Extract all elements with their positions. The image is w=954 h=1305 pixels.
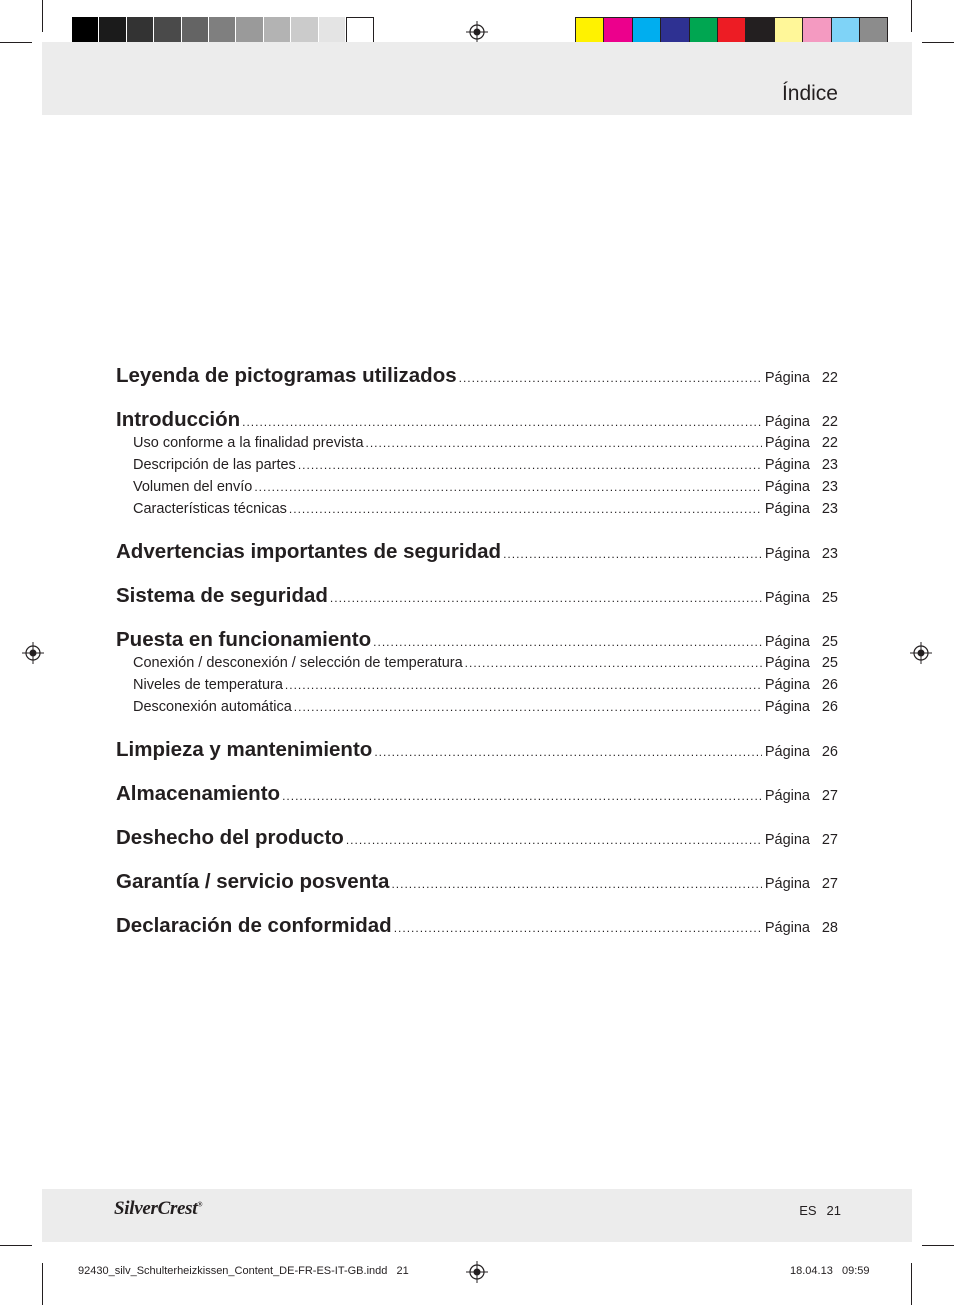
color-swatch [182, 17, 209, 44]
color-swatch [717, 17, 745, 44]
toc-section-entry [116, 870, 838, 897]
toc-dot-leader [366, 436, 762, 450]
toc-dot-leader [503, 547, 762, 561]
slug-time: 09:59 [842, 1265, 870, 1277]
color-swatch [745, 17, 773, 44]
toc-dot-leader [374, 745, 762, 759]
toc-page-number: 27 [821, 876, 838, 892]
toc-entry-label: Puesta en funcionamiento [116, 628, 372, 651]
color-swatch [603, 17, 631, 44]
toc-entry-label: Descripción de las partes [133, 457, 296, 473]
registration-mark-icon [22, 642, 44, 664]
color-swatch [689, 17, 717, 44]
toc-page-reference [765, 832, 838, 848]
color-swatch [346, 17, 374, 44]
color-swatch [154, 17, 181, 44]
toc-section-entry [116, 826, 838, 853]
toc-page-reference [765, 677, 838, 693]
toc-page-word: Página [764, 920, 810, 936]
toc-entry-label: Conexión / desconexión / selección de temperatura [133, 655, 463, 671]
crop-mark [911, 0, 912, 32]
color-swatch [774, 17, 802, 44]
toc-page-word: Página [764, 546, 810, 562]
toc-dot-leader [298, 458, 762, 472]
color-swatch [319, 17, 346, 44]
toc-entry-label: Niveles de temperatura [133, 677, 283, 693]
toc-page-word: Página [764, 788, 810, 804]
toc-page-number: 27 [821, 788, 838, 804]
toc-subsection-entry [116, 435, 838, 457]
toc-page-reference [765, 435, 838, 451]
toc-section-entry [116, 628, 838, 655]
toc-dot-leader [330, 591, 762, 605]
registration-mark-icon [466, 21, 488, 43]
toc-dot-leader [465, 656, 762, 670]
crop-mark [42, 1263, 43, 1305]
toc-page-word: Página [764, 677, 810, 693]
toc-page-word: Página [764, 699, 810, 715]
toc-page-reference [765, 590, 838, 606]
toc-page-number: 25 [821, 634, 838, 650]
toc-entry-label: Sistema de seguridad [116, 584, 328, 607]
toc-page-word: Página [764, 457, 810, 473]
crop-mark [911, 1263, 912, 1305]
toc-section-entry [116, 408, 838, 435]
slug-sheet: 21 [396, 1265, 409, 1277]
toc-page-word: Página [764, 832, 810, 848]
toc-page-number: 23 [821, 546, 838, 562]
registration-mark-icon [466, 1261, 488, 1283]
toc-page-word: Página [764, 590, 810, 606]
toc-page-number: 25 [821, 655, 838, 671]
toc-page-reference [765, 788, 838, 804]
toc-page-number: 26 [821, 677, 838, 693]
toc-page-word: Página [764, 370, 810, 386]
toc-page-number: 26 [821, 744, 838, 760]
color-swatch [632, 17, 660, 44]
toc-entry-label: Deshecho del producto [116, 826, 344, 849]
toc-page-number: 27 [821, 832, 838, 848]
toc-subsection-entry [116, 655, 838, 677]
toc-section-entry [116, 782, 838, 809]
color-swatch [209, 17, 236, 44]
toc-entry-label: Declaración de conformidad [116, 914, 392, 937]
toc-entry-label: Características técnicas [133, 501, 287, 517]
toc-subsection-entry [116, 677, 838, 699]
toc-section-entry [116, 540, 838, 567]
toc-dot-leader [294, 700, 762, 714]
toc-entry-label: Almacenamiento [116, 782, 281, 805]
toc-page-reference [765, 699, 838, 715]
logo-registered-mark: ® [197, 1200, 203, 1209]
toc-section-entry [116, 914, 838, 941]
color-swatch [831, 17, 859, 44]
logo-text: SilverCrest [114, 1198, 198, 1219]
toc-page-reference [765, 920, 838, 936]
toc-dot-leader [242, 415, 762, 429]
toc-page-number: 26 [821, 699, 838, 715]
crop-mark [0, 1245, 32, 1246]
color-swatch [291, 17, 318, 44]
toc-page-reference [765, 546, 838, 562]
toc-page-number: 22 [821, 435, 838, 451]
toc-dot-leader [459, 371, 762, 385]
color-swatch [802, 17, 830, 44]
color-swatch [236, 17, 263, 44]
toc-page-reference [765, 370, 838, 386]
toc-entry-label: Uso conforme a la finalidad prevista [133, 435, 364, 451]
toc-dot-leader [373, 635, 762, 649]
color-swatch [859, 17, 888, 44]
toc-dot-leader [254, 480, 762, 494]
crop-mark [42, 0, 43, 32]
color-swatch [660, 17, 688, 44]
crop-mark [922, 1245, 954, 1246]
crop-mark [922, 42, 954, 43]
toc-page-number: 22 [821, 370, 838, 386]
toc-page-reference [765, 457, 838, 473]
toc-page-number: 23 [821, 501, 838, 517]
toc-dot-leader [285, 678, 762, 692]
toc-page-reference [765, 634, 838, 650]
toc-dot-leader [391, 877, 761, 891]
toc-page-reference [765, 414, 838, 430]
slug-file: 92430_silv_Schulterheizkissen_Content_DE-FR-ES-IT-GB.indd [78, 1265, 388, 1277]
toc-dot-leader [282, 789, 762, 803]
registration-mark-icon [910, 642, 932, 664]
toc-entry-label: Desconexión automática [133, 699, 292, 715]
page-number: 21 [826, 1203, 841, 1218]
toc-entry-label: Garantía / servicio posventa [116, 870, 390, 893]
toc-section-entry [116, 364, 838, 391]
table-of-contents [116, 364, 838, 941]
toc-subsection-entry [116, 699, 838, 721]
toc-section-entry [116, 584, 838, 611]
toc-subsection-entry [116, 501, 838, 523]
toc-page-word: Página [764, 744, 810, 760]
toc-page-reference [765, 501, 838, 517]
toc-entry-label: Leyenda de pictogramas utilizados [116, 364, 457, 387]
toc-subsection-entry [116, 457, 838, 479]
toc-page-reference [765, 744, 838, 760]
color-swatch [127, 17, 154, 44]
toc-section-entry [116, 738, 838, 765]
toc-page-word: Página [764, 435, 810, 451]
language-code: ES [799, 1203, 817, 1218]
toc-entry-label: Limpieza y mantenimiento [116, 738, 373, 761]
toc-page-reference [765, 479, 838, 495]
toc-dot-leader [394, 921, 762, 935]
toc-page-reference [765, 876, 838, 892]
footer-language-page [799, 1203, 841, 1218]
toc-page-number: 23 [821, 479, 838, 495]
silvercrest-logo [114, 1198, 202, 1220]
toc-page-number: 23 [821, 457, 838, 473]
toc-page-word: Página [764, 479, 810, 495]
toc-page-number: 25 [821, 590, 838, 606]
toc-page-word: Página [764, 634, 810, 650]
toc-page-word: Página [764, 414, 810, 430]
color-swatch [72, 17, 99, 44]
toc-subsection-entry [116, 479, 838, 501]
toc-page-word: Página [764, 501, 810, 517]
color-swatch [99, 17, 126, 44]
toc-entry-label: Introducción [116, 408, 241, 431]
toc-page-word: Página [764, 655, 810, 671]
toc-page-number: 28 [821, 920, 838, 936]
slug-date: 18.04.13 [790, 1265, 833, 1277]
color-swatch [575, 17, 603, 44]
slug-datetime [790, 1265, 870, 1277]
color-swatch [264, 17, 291, 44]
toc-page-number: 22 [821, 414, 838, 430]
slug-filename [78, 1265, 409, 1277]
toc-page-word: Página [764, 876, 810, 892]
toc-dot-leader [289, 502, 762, 516]
crop-mark [0, 42, 32, 43]
page-title: Índice [781, 82, 838, 105]
toc-page-reference [765, 655, 838, 671]
toc-dot-leader [346, 833, 762, 847]
toc-entry-label: Advertencias importantes de seguridad [116, 540, 502, 563]
toc-entry-label: Volumen del envío [133, 479, 253, 495]
